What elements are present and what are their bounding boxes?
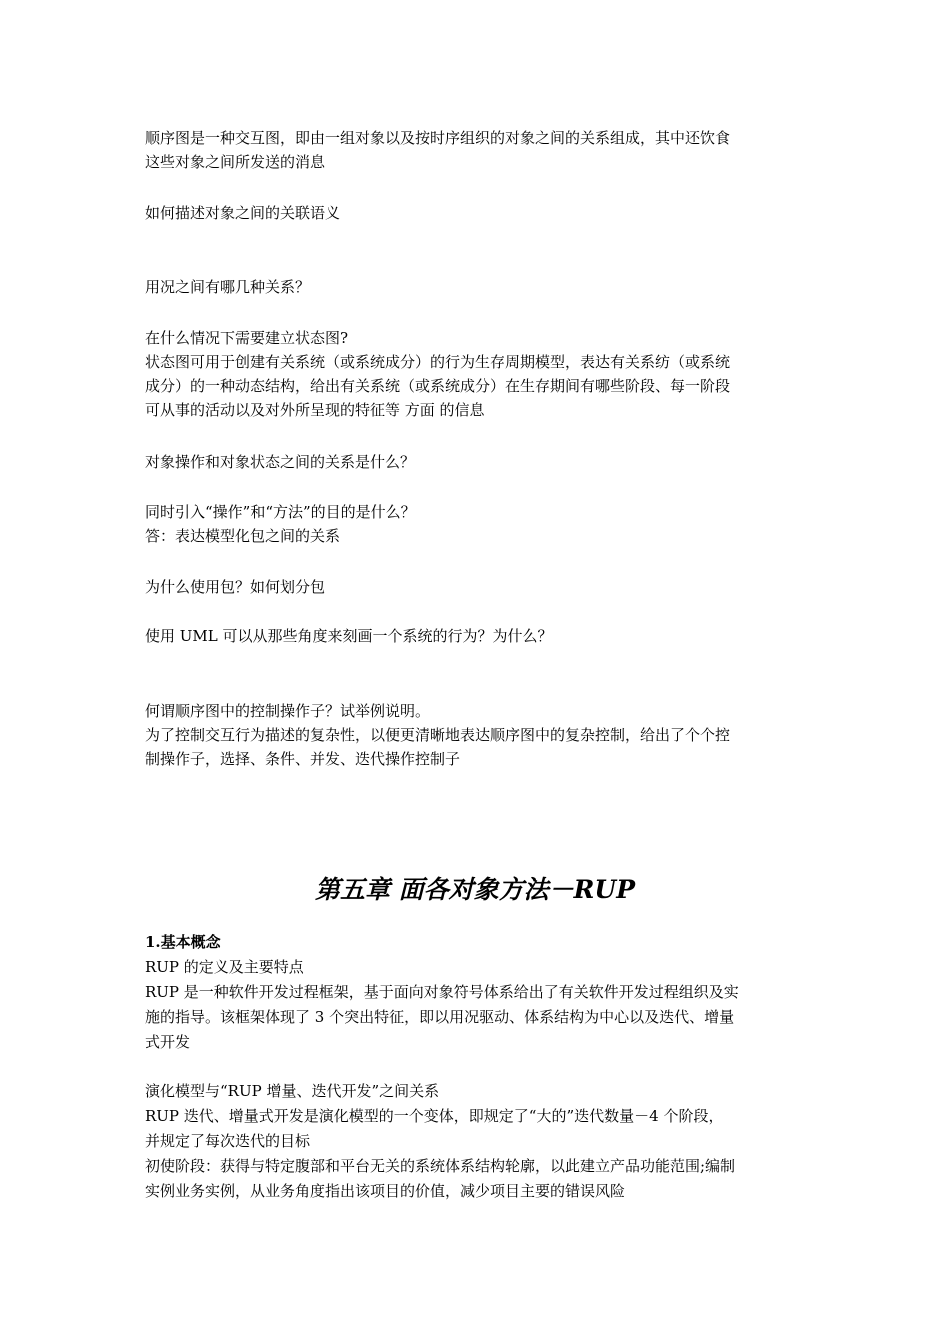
paragraph-line: 成分）的一种动态结构，给出有关系统（或系统成分）在生存期间有哪些阶段、每一阶段 (145, 377, 731, 395)
paragraph-line: RUP 是一种软件开发过程框架，基于面向对象符号体系给出了有关软件开发过程组织及实 (145, 983, 739, 1001)
paragraph-line: RUP 的定义及主要特点 (145, 958, 304, 976)
paragraph-line: RUP 迭代、增量式开发是演化模型的一个变体，即规定了“大的”迭代数量－4 个阶段， (145, 1107, 724, 1125)
paragraph-line: 初使阶段：获得与特定腹部和平台无关的系统体系结构轮廓，以此建立产品功能范围;编制 (145, 1157, 736, 1175)
answer-line: 答：表达模型化包之间的关系 (145, 527, 341, 545)
question-line: 对象操作和对象状态之间的关系是什么？ (145, 453, 416, 471)
question-line: 在什么情况下需要建立状态图? (145, 329, 349, 347)
question-line: 用况之间有哪几种关系？ (145, 278, 311, 296)
paragraph-line: 并规定了每次迭代的目标 (145, 1132, 311, 1150)
section-title: 1.基本概念 (145, 933, 221, 951)
question-line: 同时引入“操作”和“方法”的目的是什么？ (145, 503, 416, 521)
question-line: 如何描述对象之间的关联语义 (145, 204, 341, 222)
paragraph-line: 顺序图是一种交互图，即由一组对象以及按时序组织的对象之间的关系组成，其中还饮食 (145, 129, 731, 147)
paragraph-line: 这些对象之间所发送的消息 (145, 153, 326, 171)
paragraph-line: 可从事的活动以及对外所呈现的特征等 方面 的信息 (145, 401, 485, 419)
paragraph-line: 式开发 (145, 1033, 191, 1051)
paragraph-line: 施的指导。该框架体现了 3 个突出特征，即以用况驱动、体系结构为中心以及迭代、增量 (145, 1008, 735, 1026)
paragraph-line: 状态图可用于创建有关系统（或系统成分）的行为生存周期模型，表达有关系纺（或系统 (145, 353, 731, 371)
paragraph-line: 演化模型与“RUP 增量、迭代开发”之间关系 (145, 1082, 440, 1100)
paragraph-line: 为了控制交互行为描述的复杂性，以便更清晰地表达顺序图中的复杂控制，给出了个个控 (145, 726, 731, 744)
question-line: 何谓顺序图中的控制操作子？试举例说明。 (145, 702, 431, 720)
paragraph-line: 制操作子，选择、条件、并发、迭代操作控制子 (145, 750, 461, 768)
paragraph-line: 实例业务实例，从业务角度指出该项目的价值，减少项目主要的错误风险 (145, 1182, 626, 1200)
question-line: 使用 UML 可以从那些角度来刻画一个系统的行为？为什么？ (145, 627, 553, 645)
question-line: 为什么使用包？如何划分包 (145, 578, 326, 596)
chapter-title: 第五章 面各对象方法－RUP (314, 875, 636, 904)
